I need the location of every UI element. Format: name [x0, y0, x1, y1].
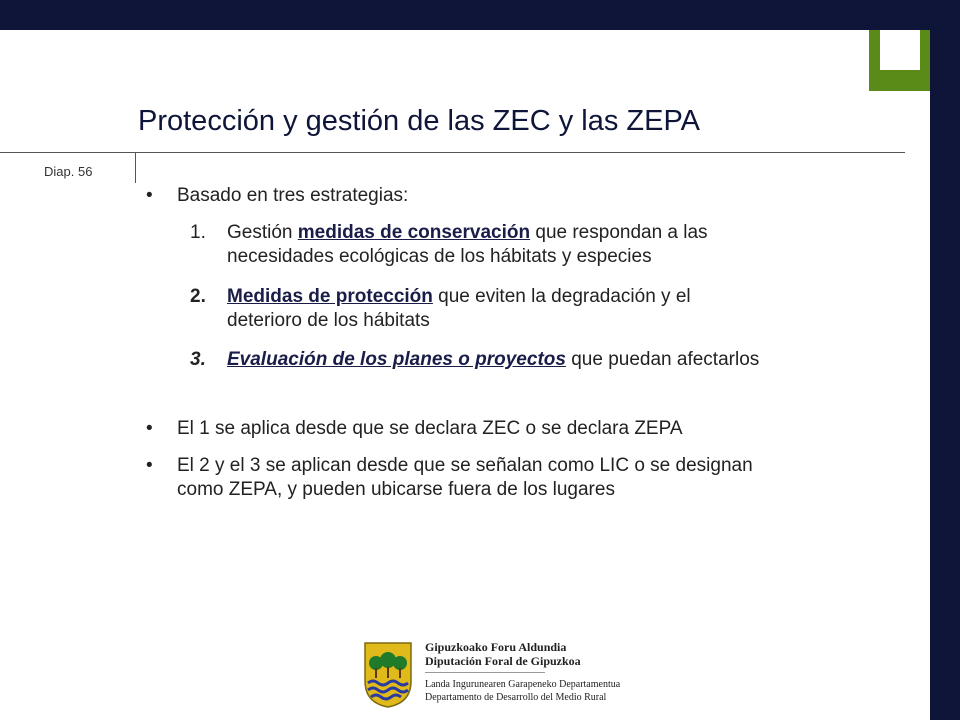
list-item — [227, 285, 907, 333]
slide-title: Protección y gestión de las ZEC y las ZEPA — [138, 105, 700, 137]
item-highlight: medidas de conservación — [297, 222, 531, 243]
bullet-text: El 1 se aplica desde que se declara ZEC o se declara ZEPA — [177, 418, 683, 439]
item-line2: necesidades ecológicas de los hábitats y especies — [227, 246, 652, 267]
top-bar — [0, 0, 960, 30]
bullet-text — [177, 454, 753, 502]
bullet-line: como ZEPA, y pueden ubicarse fuera de los lugares — [177, 479, 615, 500]
item-line2: deterioro de los hábitats — [227, 310, 430, 331]
item-post: que eviten la degradación y el — [432, 286, 691, 307]
logo-line: Diputación Foral de Gipuzkoa — [425, 654, 581, 668]
corner-square-inner — [880, 30, 920, 70]
bullet-marker: • — [146, 455, 153, 476]
list-number: 2. — [190, 286, 206, 307]
list-item — [227, 221, 907, 269]
bullet-marker: • — [146, 418, 153, 439]
logo-line: Departamento de Desarrollo del Medio Rural — [425, 692, 607, 703]
item-pre: Gestión — [227, 222, 298, 243]
item-post: que puedan afectarlos — [565, 349, 760, 370]
list-item — [227, 348, 907, 372]
list-number: 1. — [190, 222, 206, 243]
intro-text: Basado en tres estrategias: — [177, 185, 409, 206]
item-post: que respondan a las — [530, 222, 708, 243]
logo-divider — [425, 672, 545, 673]
list-number: 3. — [190, 349, 206, 370]
right-bar — [930, 30, 960, 720]
gipuzkoa-coat-of-arms-icon — [363, 641, 413, 709]
slide-number: Diap. 56 — [44, 164, 93, 179]
item-highlight: Evaluación de los planes o proyectos — [227, 349, 566, 370]
item-highlight: Medidas de protección — [227, 286, 433, 307]
bullet-marker: • — [146, 185, 153, 206]
logo-line: Landa Ingurunearen Garapeneko Departamentua — [425, 679, 621, 690]
bullet-line: El 2 y el 3 se aplican desde que se señalan como LIC o se designan — [177, 455, 753, 476]
title-divider-vertical — [135, 153, 136, 183]
logo-line: Gipuzkoako Foru Aldundia — [425, 640, 567, 654]
